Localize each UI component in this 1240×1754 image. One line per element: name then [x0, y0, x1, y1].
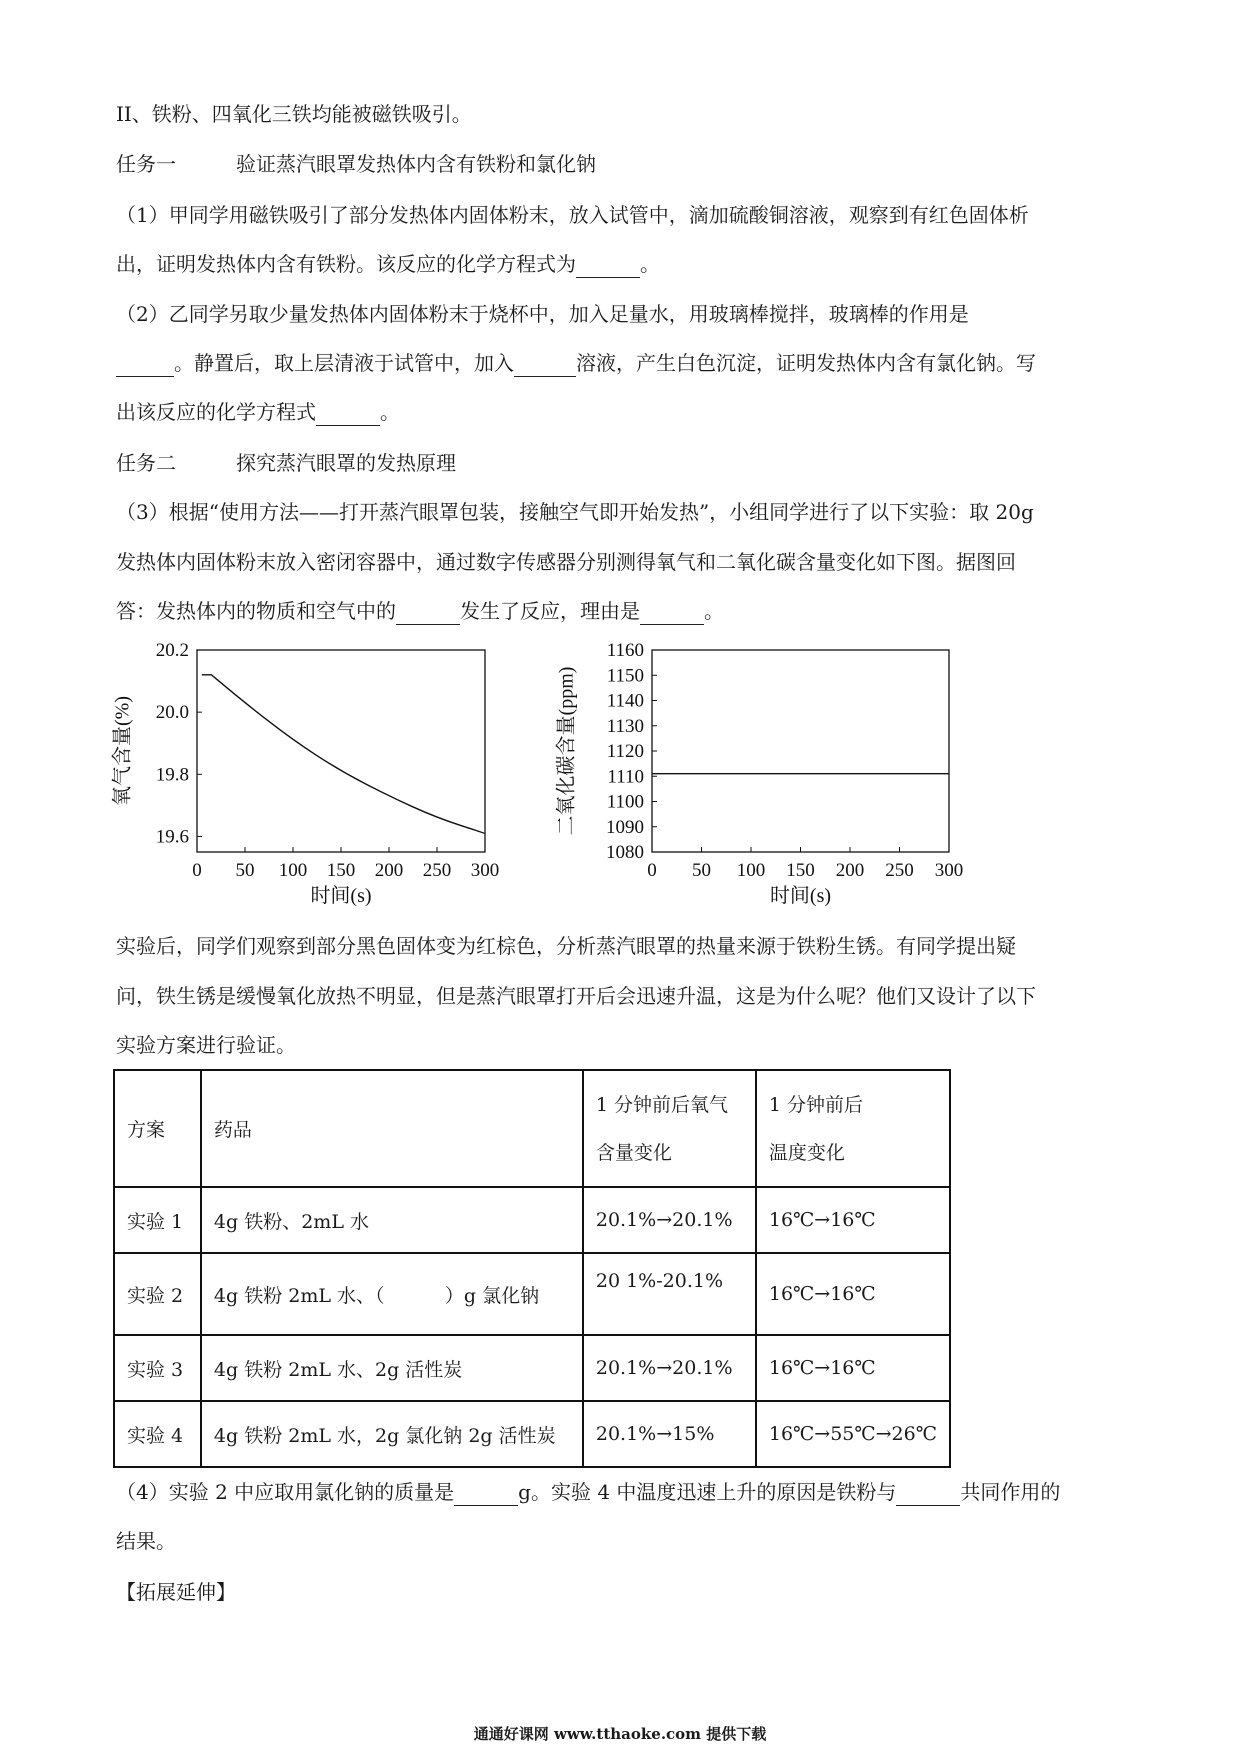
q3-line2: 发热体内固体粉末放入密闭容器中，通过数字传感器分别测得氧气和二氧化碳含量变化如下图。据图回: [116, 550, 1016, 574]
answer-blank[interactable]: [514, 354, 576, 377]
q4-line1: （4）实验 2 中应取用氯化钠的质量是 g。实验 4 中温度迅速上升的原因是铁粉与 共同作用的: [116, 1480, 1061, 1504]
after-line1: 实验后，同学们观察到部分黑色固体变为红棕色，分析蒸汽眼罩的热量来源于铁粉生锈。有同学提出疑: [116, 934, 1016, 958]
q3-line3: 答：发热体内的物质和空气中的 发生了反应，理由是 。: [116, 599, 724, 623]
task2-label: 任务二: [116, 451, 176, 475]
oxygen-chart: [110, 640, 530, 924]
experiment-table: [113, 1069, 951, 1468]
y-tick-label: 1150: [606, 665, 644, 687]
oxygen-chart-svg: [110, 640, 530, 920]
plot-frame: [652, 650, 949, 852]
q2-line2: 。静置后，取上层清液于试管中，加入 溶液，产生白色沉淀，证明发热体内含有氯化钠。写: [116, 349, 1036, 377]
table-row: 实验 3 4g 铁粉 2mL 水、2g 活性炭 20.1%→20.1% 16℃→16℃: [114, 1335, 950, 1401]
answer-blank[interactable]: [896, 1483, 960, 1506]
after-line2: 问，铁生锈是缓慢氧化放热不明显，但是蒸汽眼罩打开后会迅速升温，这是为什么呢？他们又设计了以下: [116, 984, 1036, 1008]
task1-label: 任务一: [116, 152, 176, 176]
x-tick-label: 300: [470, 860, 500, 881]
table-row: 实验 1 4g 铁粉、2mL 水 20.1%→20.1% 16℃→16℃: [114, 1187, 950, 1253]
answer-blank[interactable]: [316, 403, 380, 426]
task1-heading: [116, 150, 596, 178]
extension-heading: 【拓展延伸】: [116, 1580, 236, 1604]
y-tick-label: 1100: [606, 791, 644, 813]
x-axis-label: 时间(s): [769, 885, 832, 907]
x-tick-label: 0: [192, 860, 202, 881]
x-tick-label: 250: [422, 860, 452, 881]
y-tick-label: 1110: [607, 766, 644, 788]
y-axis-label: 氧气含量(%): [111, 696, 134, 806]
y-tick-label: 20.2: [155, 640, 189, 661]
answer-blank[interactable]: [576, 255, 640, 278]
q1-line1: （1）甲同学用磁铁吸引了部分发热体内固体粉末，放入试管中，滴加硫酸铜溶液，观察到有红色固体析: [116, 203, 1029, 227]
x-tick-label: 0: [647, 860, 657, 881]
x-tick-label: 100: [278, 860, 308, 881]
table-row: 实验 2 4g 铁粉 2mL 水、（ ）g 氯化钠 20 1%-20.1% 16℃→16℃: [114, 1253, 950, 1335]
x-tick-label: 200: [374, 860, 404, 881]
x-tick-label: 100: [736, 860, 766, 881]
x-axis-label: 时间(s): [310, 885, 372, 907]
task2-title: 探究蒸汽眼罩的发热原理: [236, 451, 456, 475]
plot-frame: [197, 650, 485, 852]
y-tick-label: 19.8: [155, 764, 189, 786]
header-temperature: 1 分钟前后 温度变化: [756, 1070, 950, 1187]
note-ii: II、铁粉、四氧化三铁均能被磁铁吸引。: [116, 102, 472, 126]
x-tick-label: 50: [235, 860, 255, 881]
y-tick-label: 1080: [606, 842, 644, 863]
y-axis-label: 二氧化碳含量(ppm): [555, 666, 578, 836]
header-oxygen: 1 分钟前后氧气 含量变化: [583, 1070, 756, 1187]
series-line: [202, 675, 485, 833]
table-header-row: [114, 1070, 950, 1187]
x-tick-label: 250: [885, 860, 914, 881]
footer: 通通好课网 www.tthaoke.com 提供下载: [473, 1725, 767, 1743]
task2-heading: [116, 449, 456, 477]
q4-line2: 结果。: [116, 1529, 176, 1553]
y-tick-label: 20.0: [155, 702, 189, 724]
q1-line2: 出，证明发热体内含有铁粉。该反应的化学方程式为 。: [116, 252, 660, 276]
x-tick-label: 200: [835, 860, 865, 881]
header-reagents: 药品: [201, 1070, 583, 1187]
y-tick-label: 1120: [606, 741, 644, 762]
task1-title: 验证蒸汽眼罩发热体内含有铁粉和氯化钠: [236, 152, 596, 176]
q3-line1: （3）根据“使用方法——打开蒸汽眼罩包装，接触空气即开始发热”，小组同学进行了以下实验：取 20g: [116, 500, 1034, 524]
y-tick-label: 1130: [606, 715, 644, 737]
x-tick-label: 150: [326, 860, 356, 881]
answer-blank[interactable]: [454, 1483, 518, 1506]
table-row: 实验 4 4g 铁粉 2mL 水，2g 氯化钠 2g 活性炭 20.1%→15% 16℃→55℃→26℃: [114, 1401, 950, 1467]
co2-chart-svg: [550, 640, 970, 920]
x-tick-label: 150: [786, 860, 815, 881]
q2-line3: 出该反应的化学方程式 。: [116, 400, 400, 424]
header-scheme: 方案: [114, 1070, 201, 1187]
y-tick-label: 1090: [606, 816, 644, 838]
x-tick-label: 50: [692, 860, 711, 881]
y-tick-label: 19.6: [155, 826, 189, 848]
answer-blank[interactable]: [116, 354, 174, 377]
answer-blank[interactable]: [396, 602, 460, 625]
y-tick-label: 1160: [606, 640, 644, 661]
after-line3: 实验方案进行验证。: [116, 1033, 296, 1057]
y-tick-label: 1140: [606, 690, 644, 712]
x-tick-label: 300: [934, 860, 964, 881]
co2-chart: [550, 640, 970, 924]
q2-line1: （2）乙同学另取少量发热体内固体粉末于烧杯中，加入足量水，用玻璃棒搅拌，玻璃棒的作用是: [116, 302, 969, 326]
answer-blank[interactable]: [640, 602, 704, 625]
